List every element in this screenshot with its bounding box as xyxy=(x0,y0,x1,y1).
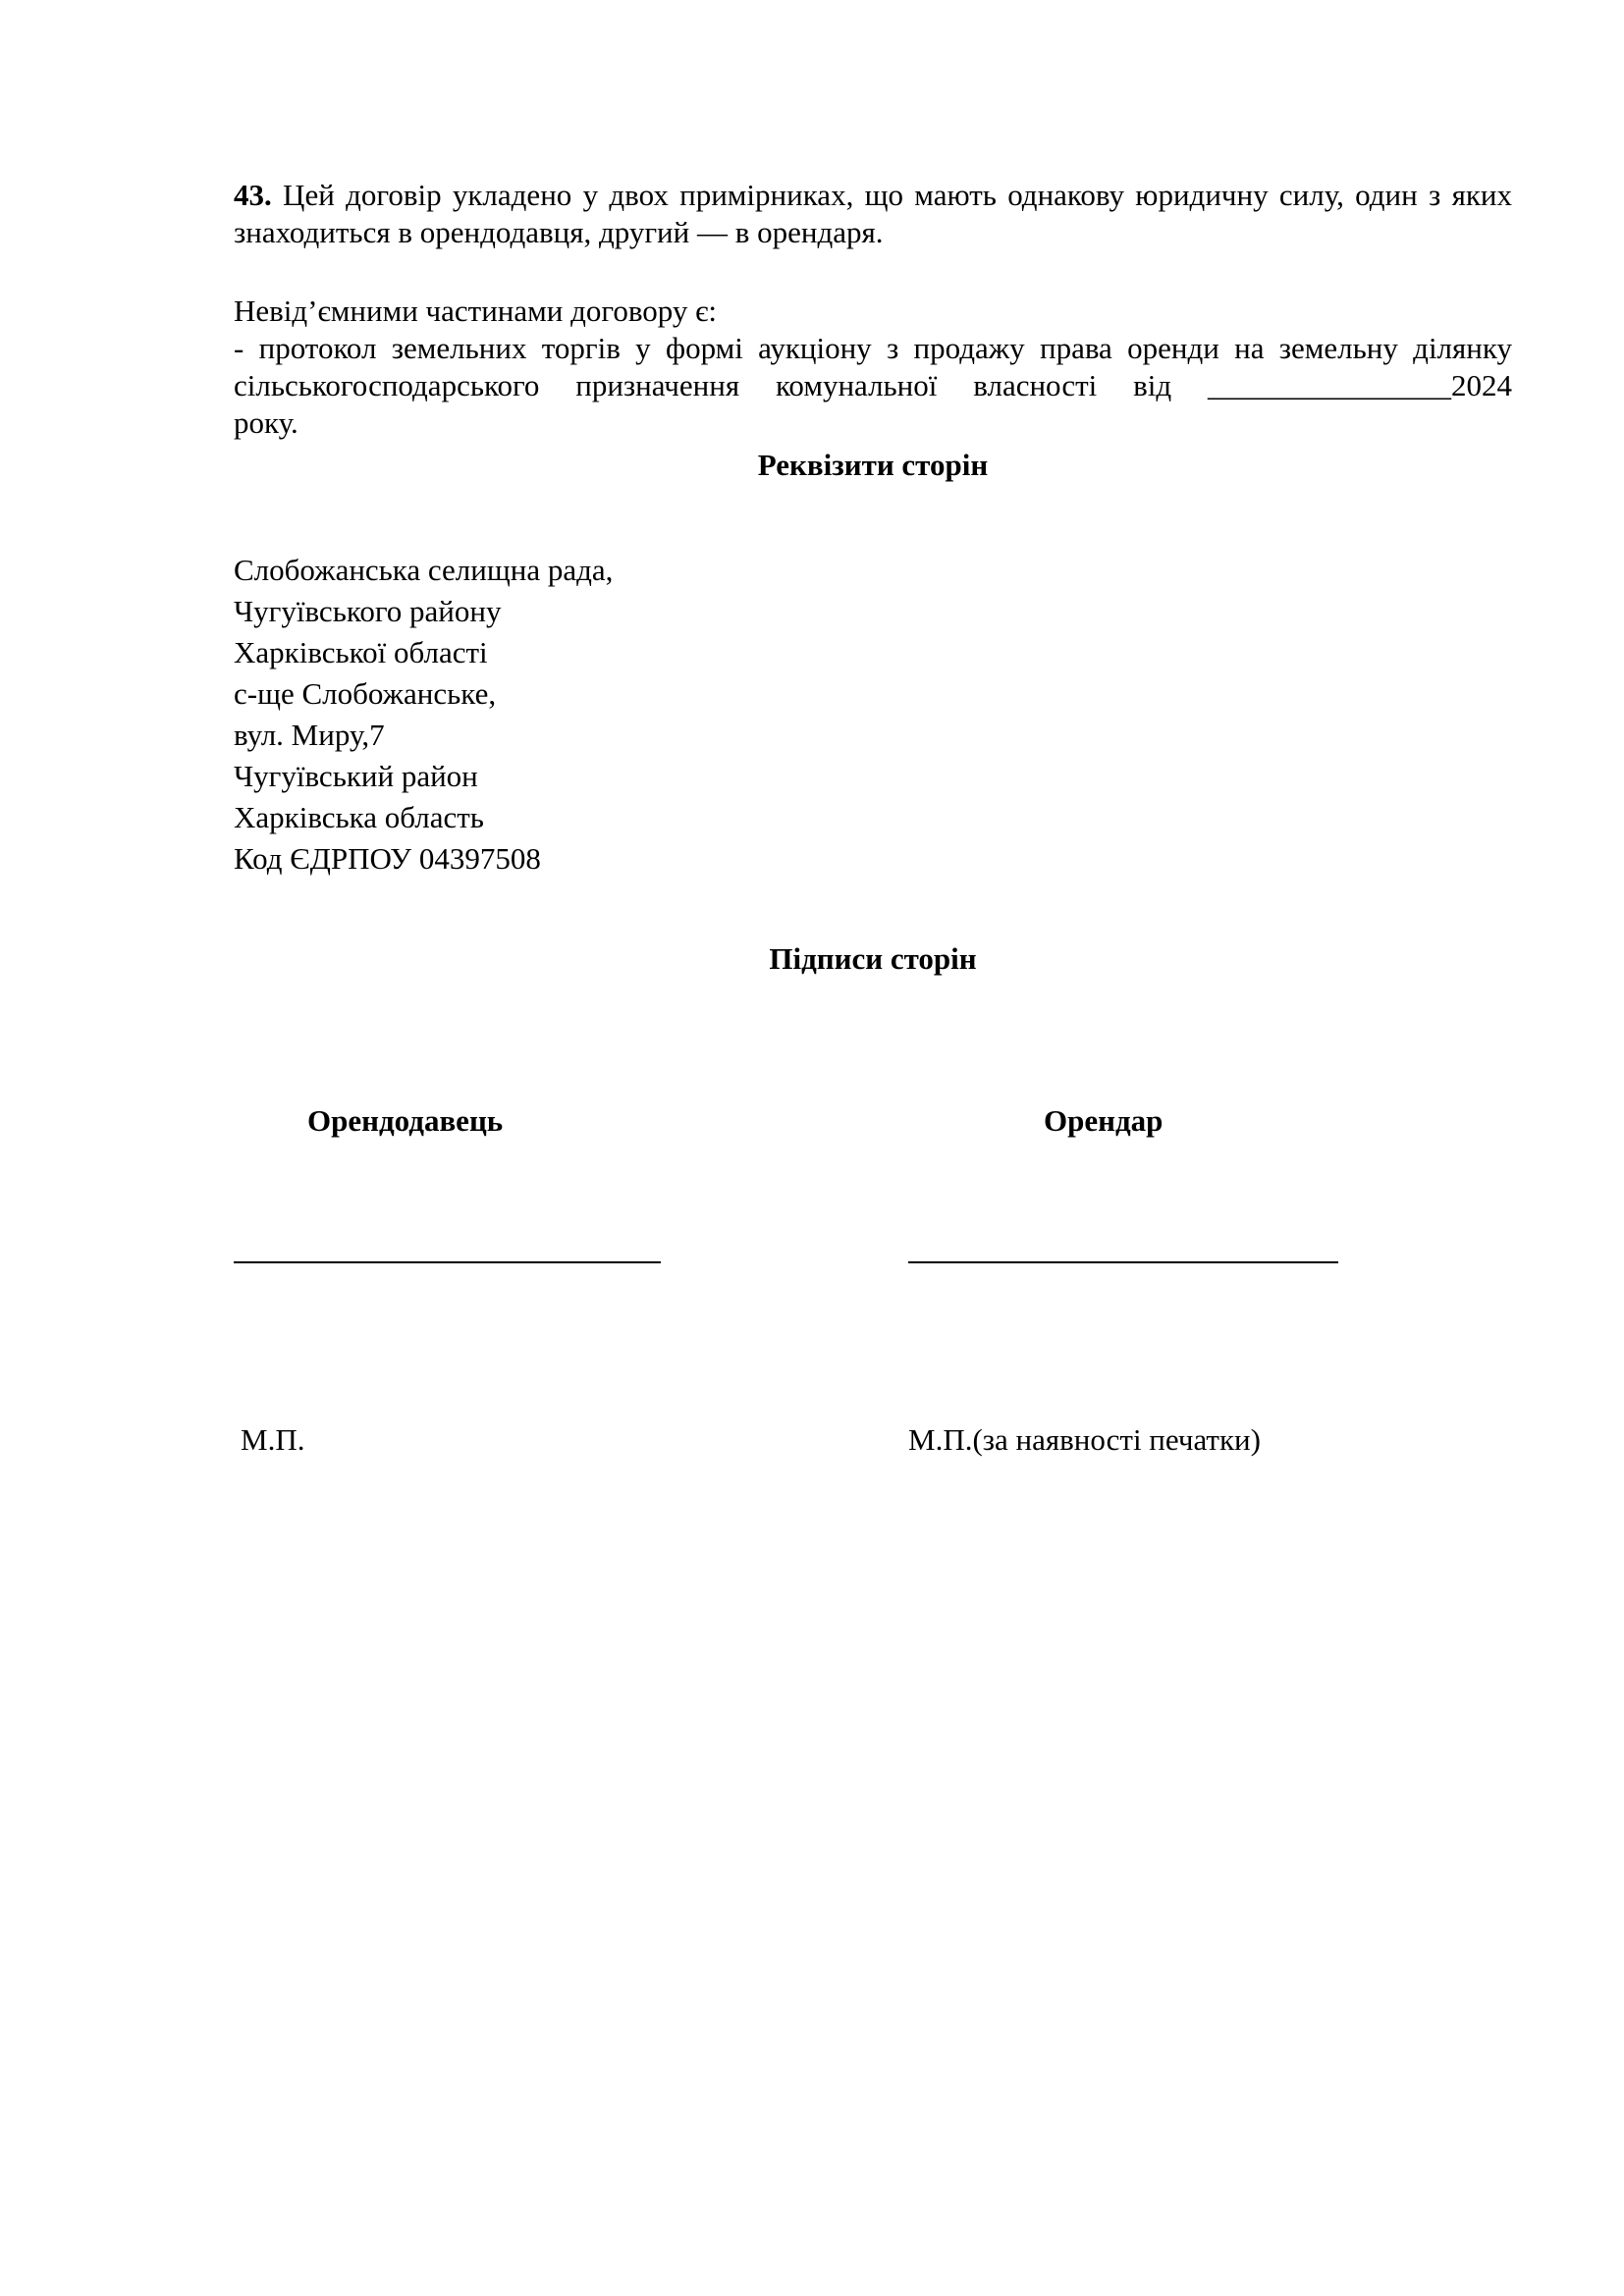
address-line: Харківська область xyxy=(234,800,484,834)
annex-item-line1: - протокол земельних торгів у формі аукціону з продажу права оренди на земельну ділянку xyxy=(234,331,1512,365)
annex-intro: Невід’ємними частинами договору є: xyxy=(234,294,718,328)
address-line: Код ЄДРПОУ 04397508 xyxy=(234,841,541,876)
lessor-signature-line xyxy=(234,1261,661,1263)
clause-number: 43. xyxy=(234,178,272,212)
lessor-address xyxy=(234,550,1512,880)
clause-43-paragraph xyxy=(234,177,1512,251)
address-line: с-ще Слобожанське, xyxy=(234,676,497,711)
address-line: Чугуївський район xyxy=(234,759,478,793)
annex-item-line2: сільськогосподарського призначення комунальної власності від ________________2024 xyxy=(234,368,1512,402)
lessee-label: Орендар xyxy=(1044,1103,1164,1138)
requisites-heading: Реквізити сторін xyxy=(757,448,989,482)
lessor-stamp-mark: М.П. xyxy=(241,1422,305,1457)
address-line: Чугуївського району xyxy=(234,594,502,628)
address-line: Харківської області xyxy=(234,635,488,669)
address-line: вул. Миру,7 xyxy=(234,718,385,752)
lessee-stamp-mark: М.П.(за наявності печатки) xyxy=(908,1422,1261,1457)
lessor-label: Орендодавець xyxy=(307,1103,504,1138)
address-line: Слобожанська селищна рада, xyxy=(234,553,614,587)
signatures-heading: Підписи сторін xyxy=(769,941,977,976)
clause-text: Цей договір укладено у двох примірниках, що мають однакову юридичну силу, один з яких знаходиться в орендодавця, другий — в орендаря. xyxy=(234,178,1512,249)
lessee-signature-line xyxy=(908,1261,1338,1263)
annex-item-line3: року. xyxy=(234,405,298,440)
